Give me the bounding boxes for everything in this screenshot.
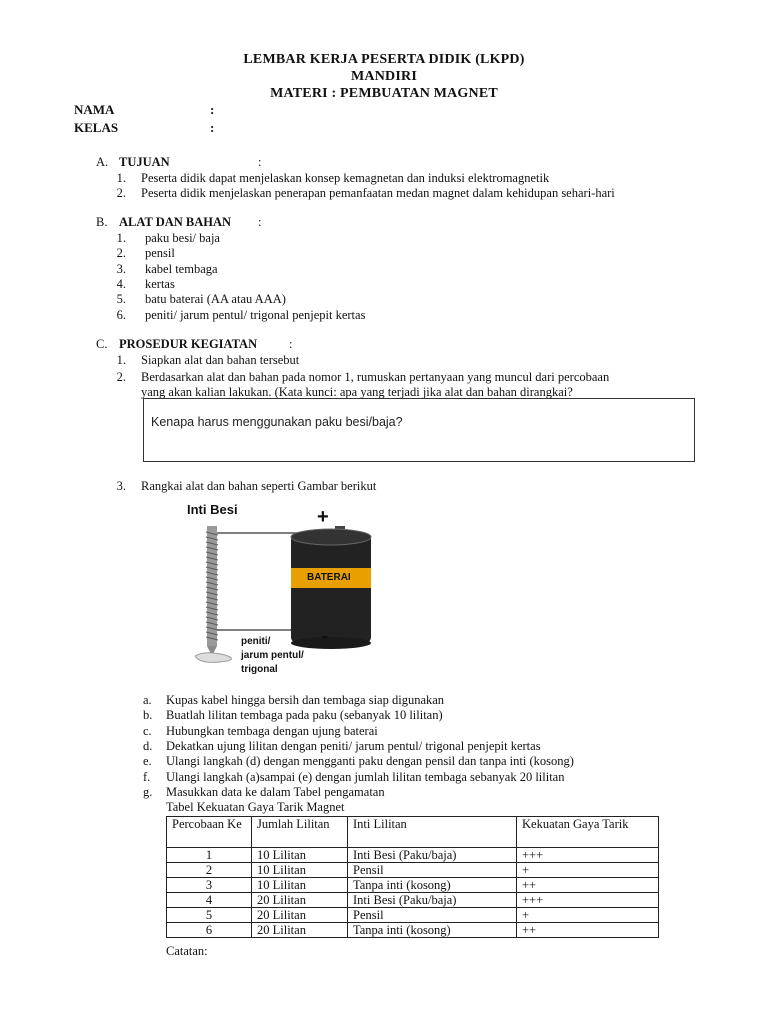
clip-label-1: peniti/ [241, 636, 271, 647]
cell-kekuatan: + [517, 908, 659, 923]
table-row [167, 908, 659, 923]
cell-inti: Inti Besi (Paku/baja) [348, 848, 517, 863]
cell-jumlah: 10 Lilitan [252, 863, 348, 878]
alat-item-1: paku besi/ baja [145, 231, 220, 245]
substep-letter-g: g. [143, 785, 153, 799]
cell-jumlah: 20 Lilitan [252, 908, 348, 923]
substep-e: Ulangi langkah (d) dengan mengganti paku dengan pensil dan tanpa inti (kosong) [166, 754, 574, 768]
header-jumlah-lilitan: Jumlah Lilitan [252, 817, 348, 848]
worksheet-title: LEMBAR KERJA PESERTA DIDIK (LKPD) [243, 52, 525, 67]
cell-jumlah: 20 Lilitan [252, 923, 348, 938]
step-num-1: 1. [116, 353, 126, 367]
cell-inti: Pensil [348, 863, 517, 878]
table-row [167, 863, 659, 878]
cell-jumlah: 10 Lilitan [252, 848, 348, 863]
section-c-colon: : [289, 337, 293, 351]
substep-a: Kupas kabel hingga bersih dan tembaga siap digunakan [166, 693, 445, 707]
cell-kekuatan: ++ [517, 923, 659, 938]
cell-kekuatan: +++ [517, 848, 659, 863]
alat-num-1: 1. [116, 231, 126, 245]
alat-num-5: 5. [116, 292, 126, 306]
substep-letter-b: b. [143, 708, 153, 722]
cell-jumlah: 20 Lilitan [252, 893, 348, 908]
cell-percobaan: 3 [167, 878, 252, 893]
table-header-row [167, 817, 659, 848]
section-a-letter: A. [96, 155, 109, 169]
cell-inti: Inti Besi (Paku/baja) [348, 893, 517, 908]
alat-item-2: pensil [145, 246, 175, 260]
section-b-letter: B. [96, 215, 108, 229]
substep-letter-d: d. [143, 739, 153, 753]
table-caption: Tabel Kekuatan Gaya Tarik Magnet [166, 800, 345, 814]
material-title: MATERI : PEMBUATAN MAGNET [270, 86, 498, 101]
step-2-line-1: Berdasarkan alat dan bahan pada nomor 1, rumuskan pertanyaan yang muncul dari percobaan [141, 370, 610, 384]
electromagnet-diagram [185, 500, 385, 680]
alat-num-3: 3. [116, 262, 126, 276]
clip-label-3: trigonal [241, 664, 278, 675]
header-inti-lilitan: Inti Lilitan [348, 817, 517, 848]
step-3-text: Rangkai alat dan bahan seperti Gambar berikut [141, 479, 377, 493]
substep-letter-f: f. [143, 770, 151, 784]
header-kekuatan: Kekuatan Gaya Tarik [517, 817, 659, 848]
step-num-2: 2. [116, 370, 126, 384]
table-row [167, 848, 659, 863]
catatan-label: Catatan: [166, 944, 208, 958]
substep-f: Ulangi langkah (a)sampai (e) dengan jumlah lilitan tembaga sebanyak 20 lilitan [166, 770, 565, 784]
answer-box[interactable] [143, 398, 695, 462]
table-row [167, 893, 659, 908]
plus-terminal-label: + [317, 506, 329, 528]
battery-label: BATERAI [307, 572, 351, 583]
cell-kekuatan: ++ [517, 878, 659, 893]
tujuan-item-2: Peserta didik menjelaskan penerapan pemanfaatan medan magnet dalam kehidupan sehari-hari [141, 186, 615, 200]
cell-kekuatan: + [517, 863, 659, 878]
substep-b: Buatlah lilitan tembaga pada paku (sebanyak 10 lilitan) [166, 708, 443, 722]
cell-percobaan: 1 [167, 848, 252, 863]
cell-inti: Pensil [348, 908, 517, 923]
cell-percobaan: 4 [167, 893, 252, 908]
cell-percobaan: 5 [167, 908, 252, 923]
alat-item-5: batu baterai (AA atau AAA) [145, 292, 286, 306]
step-2-line-2: yang akan kalian lakukan. (Kata kunci: apa yang terjadi jika alat dan bahan dirangkai? [141, 385, 573, 399]
tujuan-num-2: 2. [116, 186, 126, 200]
substep-letter-a: a. [143, 693, 152, 707]
section-a-colon: : [258, 155, 262, 169]
observation-table [166, 816, 659, 938]
kelas-colon: : [210, 120, 215, 135]
header-percobaan: Percobaan Ke [167, 817, 252, 848]
table-row [167, 923, 659, 938]
cell-percobaan: 6 [167, 923, 252, 938]
cell-jumlah: 10 Lilitan [252, 878, 348, 893]
cell-inti: Tanpa inti (kosong) [348, 878, 517, 893]
section-c-letter: C. [96, 337, 108, 351]
alat-num-2: 2. [116, 246, 126, 260]
substep-letter-c: c. [143, 724, 152, 738]
section-c-title: PROSEDUR KEGIATAN [119, 337, 258, 351]
section-a-title: TUJUAN [119, 155, 170, 169]
tujuan-num-1: 1. [116, 171, 126, 185]
table-row [167, 878, 659, 893]
substep-g: Masukkan data ke dalam Tabel pengamatan [166, 785, 385, 799]
cell-inti: Tanpa inti (kosong) [348, 923, 517, 938]
step-num-3: 3. [116, 479, 126, 493]
answer-text: Kenapa harus menggunakan paku besi/baja? [151, 415, 403, 429]
alat-item-6: peniti/ jarum pentul/ trigonal penjepit kertas [145, 308, 366, 322]
substep-d: Dekatkan ujung lilitan dengan peniti/ jarum pentul/ trigonal penjepit kertas [166, 739, 541, 753]
inti-besi-label: Inti Besi [187, 502, 238, 517]
alat-num-4: 4. [116, 277, 126, 291]
worksheet-subtitle: MANDIRI [351, 69, 417, 84]
nama-colon: : [210, 102, 215, 117]
section-b-title: ALAT DAN BAHAN [119, 215, 232, 229]
cell-percobaan: 2 [167, 863, 252, 878]
minus-terminal-label: - [321, 623, 329, 648]
nama-label: NAMA [74, 102, 115, 117]
alat-item-3: kabel tembaga [145, 262, 218, 276]
section-b-colon: : [258, 215, 262, 229]
kelas-label: KELAS [74, 120, 119, 135]
step-1-text: Siapkan alat dan bahan tersebut [141, 353, 300, 367]
substep-letter-e: e. [143, 754, 152, 768]
alat-item-4: kertas [145, 277, 175, 291]
cell-kekuatan: +++ [517, 893, 659, 908]
alat-num-6: 6. [116, 308, 126, 322]
substep-c: Hubungkan tembaga dengan ujung baterai [166, 724, 378, 738]
tujuan-item-1: Peserta didik dapat menjelaskan konsep kemagnetan dan induksi elektromagnetik [141, 171, 550, 185]
clip-label-2: jarum pentul/ [241, 650, 304, 661]
